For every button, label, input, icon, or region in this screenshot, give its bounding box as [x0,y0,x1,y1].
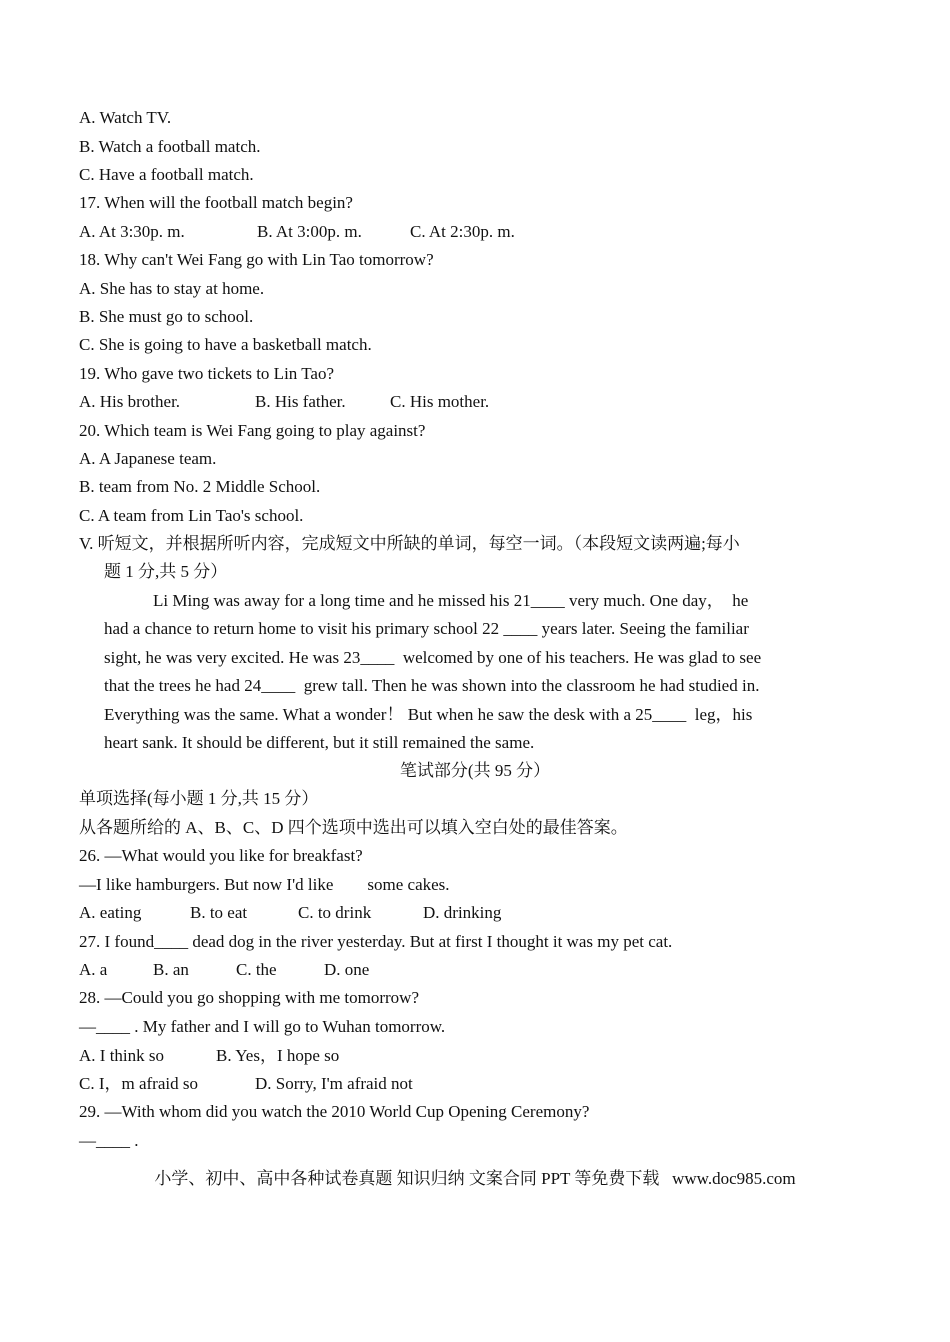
single-choice-instruction: 从各题所给的 A、B、C、D 四个选项中选出可以填入空白处的最佳答案。 [79,818,628,837]
section-v-instruction: V. 听短文，并根据所听内容，完成短文中所缺的单词，每空一词。（本段短文读两遍;每小 [79,534,740,553]
option-28c: C. I，m afraid so [79,1074,198,1093]
question-26: 26. —What would you like for breakfast? [79,846,363,865]
option-19b: B. His father. [255,392,346,411]
option-20a: A. A Japanese team. [79,449,217,468]
option-27d: D. one [324,960,370,979]
question-28-reply: —____ . My father and I will go to Wuhan tomorrow. [79,1017,446,1036]
option-27c: C. the [236,960,277,979]
written-part-heading: 笔试部分(共 95 分） [399,761,551,780]
option-26d: D. drinking [423,903,502,922]
option-19a: A. His brother. [79,392,181,411]
option-16a: A. Watch TV. [79,108,172,127]
question-19: 19. Who gave two tickets to Lin Tao? [79,364,335,383]
option-18a: A. She has to stay at home. [79,279,265,298]
question-20: 20. Which team is Wei Fang going to play against? [79,421,426,440]
page-footer: 小学、初中、高中各种试卷真题 知识归纳 文案合同 PPT 等免费下载 www.doc985.com [154,1169,796,1188]
option-17c: C. At 2:30p. m. [410,222,515,241]
question-27: 27. I found____ dead dog in the river yesterday. But at first I thought it was my pet cat. [79,932,673,951]
question-29-reply: —____ . [79,1131,139,1150]
single-choice-heading: 单项选择(每小题 1 分,共 15 分） [79,789,319,808]
passage-line-2: had a chance to return home to visit his primary school 22 ____ years later. Seeing the familiar [104,619,749,638]
option-17b: B. At 3:00p. m. [257,222,362,241]
question-18: 18. Why can't Wei Fang go with Lin Tao tomorrow? [79,250,434,269]
option-27b: B. an [153,960,189,979]
question-29: 29. —With whom did you watch the 2010 World Cup Opening Ceremony? [79,1102,590,1121]
option-18c: C. She is going to have a basketball match. [79,335,372,354]
option-16c: C. Have a football match. [79,165,254,184]
passage-line-6: heart sank. It should be different, but it still remained the same. [104,733,535,752]
passage-line-3: sight, he was very excited. He was 23____ welcomed by one of his teachers. He was glad to see [104,648,762,667]
option-26c: C. to drink [298,903,372,922]
option-20b: B. team from No. 2 Middle School. [79,477,321,496]
option-26b: B. to eat [190,903,248,922]
option-26a: A. eating [79,903,142,922]
option-18b: B. She must go to school. [79,307,254,326]
option-20c: C. A team from Lin Tao's school. [79,506,304,525]
option-28b: B. Yes，I hope so [216,1046,340,1065]
question-28: 28. —Could you go shopping with me tomorrow? [79,988,419,1007]
option-28d: D. Sorry, I'm afraid not [255,1074,413,1093]
passage-line-1: Li Ming was away for a long time and he missed his 21____ very much. One day， he [153,591,749,610]
option-16b: B. Watch a football match. [79,137,261,156]
option-19c: C. His mother. [390,392,490,411]
question-26-reply: —I like hamburgers. But now I'd like some cakes. [79,875,450,894]
option-27a: A. a [79,960,108,979]
question-17: 17. When will the football match begin? [79,193,353,212]
section-v-instruction-cont: 题 1 分,共 5 分） [104,562,228,581]
passage-line-4: that the trees he had 24____ grew tall. Then he was shown into the classroom he had studied in. [104,676,760,695]
option-17a: A. At 3:30p. m. [79,222,185,241]
option-28a: A. I think so [79,1046,164,1065]
passage-line-5: Everything was the same. What a wonder！ But when he saw the desk with a 25____ leg，his [104,705,753,724]
